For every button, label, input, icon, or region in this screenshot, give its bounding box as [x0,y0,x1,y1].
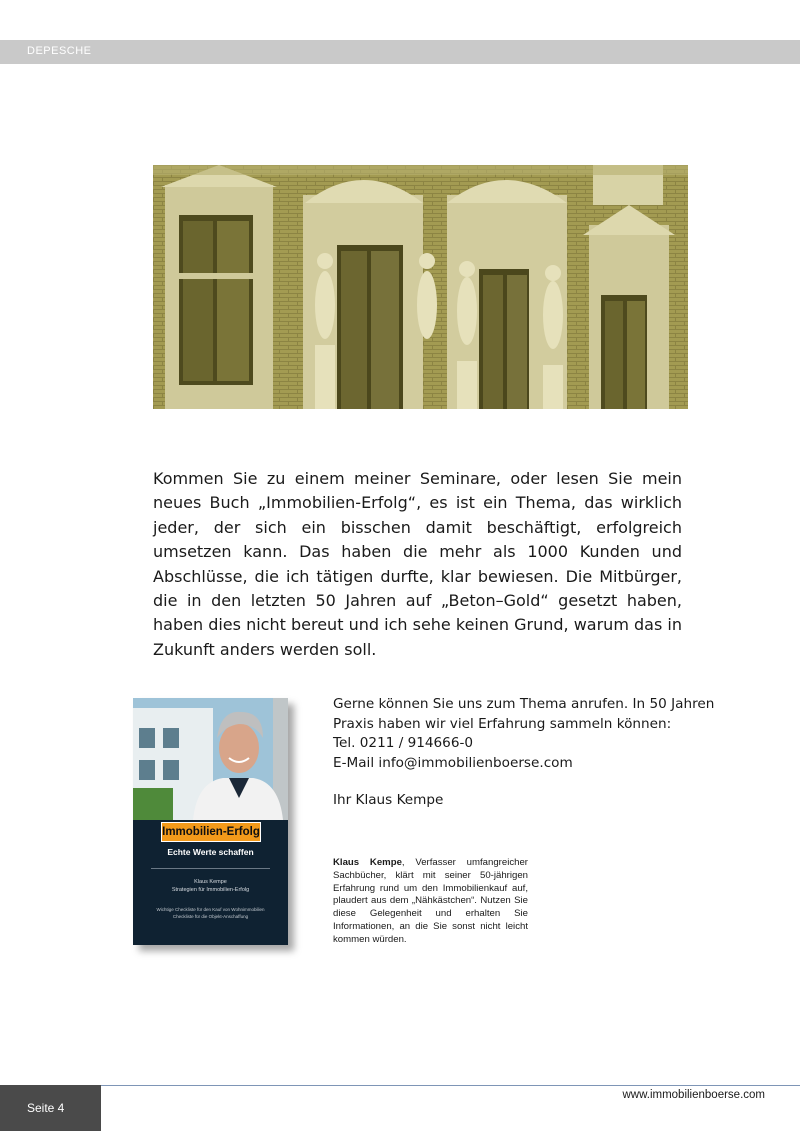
author-photo [133,698,288,820]
page-number-box [0,1085,101,1131]
book-author [133,878,288,894]
footer-website[interactable]: www.immobilienboerse.com [622,1089,765,1101]
book-cover [133,698,288,945]
book-notes [133,906,288,920]
window-2 [303,180,423,409]
bio-text: , Verfasser umfangreicher Sachbücher, klärt mit seiner 50-jährigen Erfahrung rund um den Immobilienkauf auf, plaudert aus dem „Nähkästchen“. Nutzen Sie diese Gelegenheit und erhalten Sie Informationen, an die Sie sonst nicht leicht kommen würden. [333,857,528,945]
book-note-2: Checkliste für die Objekt-Anschaffung [172,914,249,919]
contact-line-2: Praxis haben wir viel Erfahrung sammeln können: [333,715,672,732]
contact-block [333,695,715,773]
contact-line-1: Gerne können Sie uns zum Thema anrufen. In 50 Jahren [333,696,715,712]
contact-email[interactable]: E-Mail info@immobilienboerse.com [333,754,573,771]
section-header-bar [0,40,800,64]
book-title-badge: Immobilien-Erfolg [161,822,261,842]
facade-image [153,165,688,409]
main-paragraph: Kommen Sie zu einem meiner Seminare, oder lesen Sie mein neues Buch „Immobilien-Erfolg“, es ist ein Thema, das wirklich jeder, der sich ein bisschen damit beschäftigt, erfolgreich umsetzen kann. Das haben die mehr als 1000 Kunden und Abschlüsse, die ich tätigen durfte, klar bewiesen. Die Mitbürger, die in den letzten 50 Jahren auf „Beton–Gold“ gesetzt haben, haben dies nicht bereut und ich sehe keinen Grund, warum das in Zukunft anders werden soll. [153,469,682,659]
bio-name: Klaus Kempe [333,857,402,868]
signature: Ihr Klaus Kempe [333,792,444,808]
footer-rule [100,1085,800,1086]
author-bio [333,857,528,947]
contact-phone: Tel. 0211 / 914666-0 [333,735,474,751]
page-number: Seite 4 [27,1101,65,1115]
window-1 [161,165,277,409]
window-4 [583,165,675,409]
book-author-sub: Strategien für Immobilien-Erfolg [171,887,250,893]
book-subtitle: Echte Werte schaffen [167,847,254,857]
book-note-1: Wichtige Checkliste für den Kauf von Wohnimmobilien [156,907,265,912]
section-label: DEPESCHE [27,45,92,57]
book-divider [151,868,270,869]
book-author-name: Klaus Kempe [194,879,227,885]
